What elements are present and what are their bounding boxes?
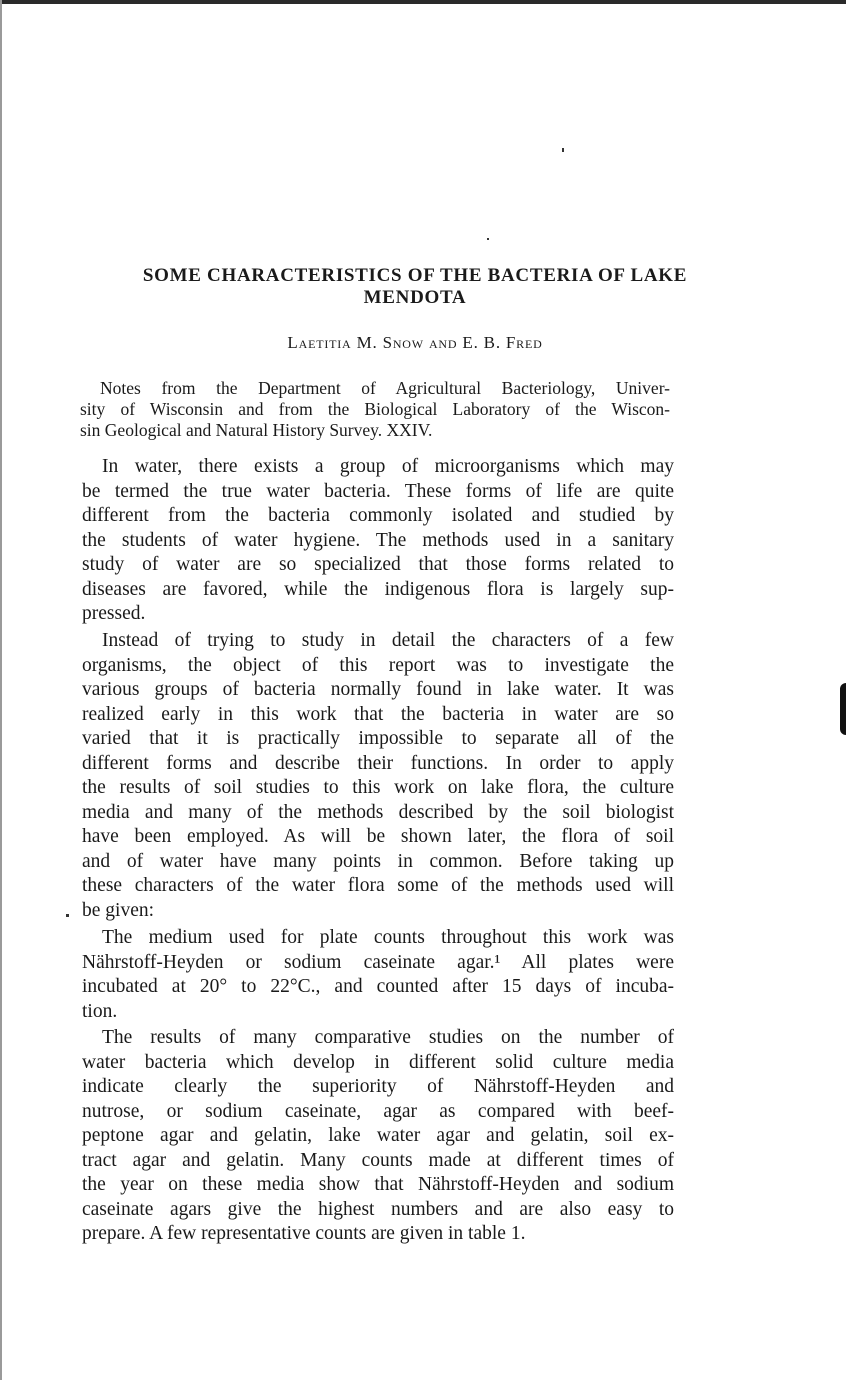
paragraph-line: different from the bacteria commonly isolated and studied by bbox=[82, 505, 674, 526]
paragraph-line: nutrose, or sodium caseinate, agar as compared with beef- bbox=[82, 1100, 674, 1122]
note-line: sin Geological and Natural History Survey. XXIV. bbox=[80, 420, 433, 440]
paragraph-line: have been employed. As will be shown later, the flora of soil bbox=[82, 826, 674, 847]
paragraph-line: various groups of bacteria normally found in lake water. It was bbox=[82, 679, 674, 700]
scan-right-notch bbox=[840, 683, 846, 735]
paragraph-line: diseases are favored, while the indigenous flora is largely sup- bbox=[82, 578, 674, 600]
paragraph-line: In water, there exists a group of microorganisms which may bbox=[102, 456, 674, 477]
paragraph-line: the year on these media show that Nährstoff-Heyden and sodium bbox=[82, 1174, 674, 1195]
note-line: sity of Wisconsin and from the Biological Laboratory of the Wiscon- bbox=[80, 399, 670, 419]
scan-top-edge bbox=[0, 0, 846, 4]
scan-speck bbox=[562, 148, 564, 152]
affiliation-note bbox=[80, 378, 670, 441]
body-paragraph-2 bbox=[82, 629, 674, 923]
paragraph-line: prepare. A few representative counts are given in table 1. bbox=[82, 1223, 526, 1244]
paragraph-line: the students of water hygiene. The methods used in a sanitary bbox=[82, 529, 674, 551]
scan-speck bbox=[66, 914, 69, 917]
article-authors: Laetitia M. Snow and E. B. Fred bbox=[287, 333, 543, 352]
paragraph-line: these characters of the water flora some of the methods used will bbox=[82, 875, 674, 896]
body-paragraph-4 bbox=[82, 1026, 674, 1247]
body-paragraph-3 bbox=[82, 926, 674, 1024]
paragraph-line: media and many of the methods described by the soil biologist bbox=[82, 801, 674, 823]
paragraph-line: organisms, the object of this report was to investigate the bbox=[82, 654, 674, 676]
paragraph-line: pressed. bbox=[82, 603, 146, 624]
paragraph-line: varied that it is practically impossible to separate all of the bbox=[82, 728, 674, 749]
paragraph-line: and of water have many points in common. Before taking up bbox=[82, 850, 674, 872]
paragraph-line: Instead of trying to study in detail the characters of a few bbox=[102, 630, 674, 651]
scan-speck bbox=[487, 238, 489, 240]
paragraph-line: realized early in this work that the bacteria in water are so bbox=[82, 703, 674, 725]
paragraph-line: different forms and describe their functions. In order to apply bbox=[82, 752, 674, 774]
paragraph-line: be termed the true water bacteria. These forms of life are quite bbox=[82, 480, 674, 502]
paragraph-line: caseinate agars give the highest numbers and are also easy to bbox=[82, 1198, 674, 1220]
paragraph-line: The medium used for plate counts throughout this work was bbox=[102, 927, 674, 948]
paragraph-line: The results of many comparative studies on the number of bbox=[102, 1027, 674, 1048]
paragraph-line: peptone agar and gelatin, lake water agar and gelatin, soil ex- bbox=[82, 1125, 674, 1146]
article-title-line-2: MENDOTA bbox=[363, 287, 467, 308]
paragraph-line: tract agar and gelatin. Many counts made at different times of bbox=[82, 1149, 674, 1171]
paragraph-line: the results of soil studies to this work on lake flora, the culture bbox=[82, 777, 674, 798]
scan-left-edge bbox=[0, 0, 2, 1380]
paragraph-line: incubated at 20° to 22°C., and counted after 15 days of incuba- bbox=[82, 976, 674, 997]
paragraph-line: study of water are so specialized that those forms related to bbox=[82, 554, 674, 575]
paragraph-line: Nährstoff-Heyden or sodium caseinate agar.¹ All plates were bbox=[82, 951, 674, 973]
article-title-line-1: SOME CHARACTERISTICS OF THE BACTERIA OF LAKE bbox=[142, 265, 688, 286]
body-paragraph-1 bbox=[82, 455, 674, 627]
paragraph-line: water bacteria which develop in different solid culture media bbox=[82, 1051, 674, 1073]
paragraph-line: tion. bbox=[82, 1000, 118, 1022]
paragraph-line: indicate clearly the superiority of Nährstoff-Heyden and bbox=[82, 1076, 674, 1097]
paragraph-line: be given: bbox=[82, 899, 155, 921]
note-line: Notes from the Department of Agricultural Bacteriology, Univer- bbox=[100, 378, 670, 398]
